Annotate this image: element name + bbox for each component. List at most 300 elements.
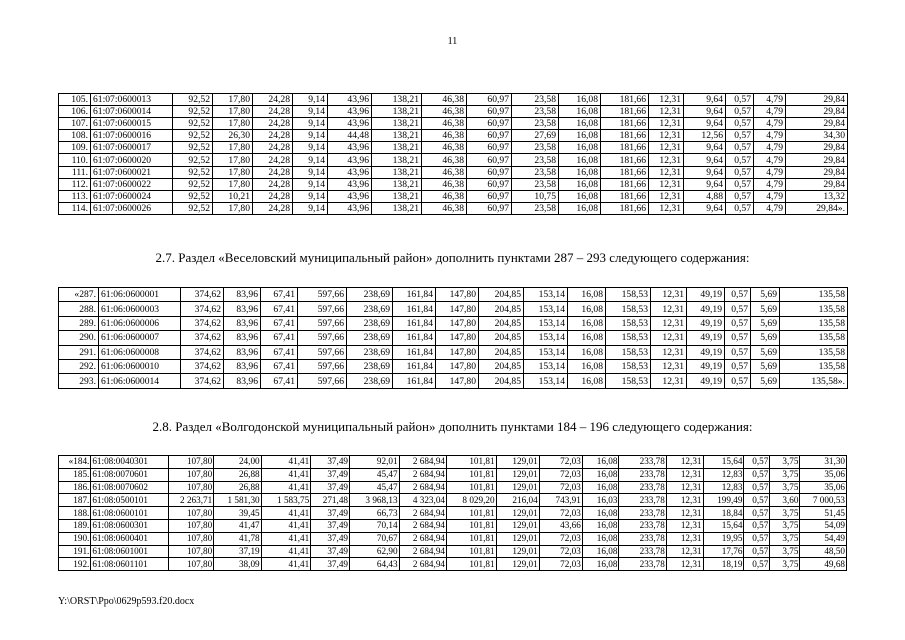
value-cell: 238,69 [347, 374, 393, 388]
row-number-cell: 288. [59, 302, 99, 316]
value-cell: 107,80 [168, 507, 213, 520]
value-cell: 83,96 [224, 374, 261, 388]
value-cell: 16,08 [568, 316, 606, 330]
value-cell: 41,78 [214, 532, 261, 545]
value-cell: 161,84 [393, 345, 436, 359]
value-cell: 29,84 [786, 118, 848, 130]
value-cell: 9,14 [293, 94, 328, 106]
value-cell: 37,49 [311, 532, 350, 545]
value-cell: 374,62 [181, 302, 224, 316]
value-cell: 16,08 [559, 106, 601, 118]
value-cell: 12,31 [666, 519, 703, 532]
row-number-cell: 191. [59, 545, 91, 558]
value-cell: 135,58 [780, 302, 848, 316]
value-cell: 158,53 [606, 345, 651, 359]
cadastral-number-cell: 61:08:0040301 [91, 456, 169, 469]
value-cell: 46,38 [422, 130, 467, 142]
value-cell: 92,52 [173, 130, 213, 142]
value-cell: 43,96 [328, 94, 372, 106]
value-cell: 107,80 [168, 456, 213, 469]
value-cell: 107,80 [168, 519, 213, 532]
value-cell: 12,31 [649, 190, 684, 202]
value-cell: 60,97 [467, 94, 512, 106]
value-cell: 29,84 [786, 106, 848, 118]
value-cell: 147,80 [436, 288, 479, 302]
value-cell: 147,80 [436, 345, 479, 359]
value-cell: 17,80 [213, 142, 253, 154]
value-cell: 12,31 [666, 468, 703, 481]
value-cell: 43,96 [328, 154, 372, 166]
value-cell: 46,38 [422, 202, 467, 214]
value-cell: 3,75 [770, 507, 800, 520]
value-cell: 16,08 [568, 359, 606, 373]
value-cell: 27,69 [512, 130, 559, 142]
value-cell: 0,57 [726, 154, 754, 166]
value-cell: 147,80 [436, 302, 479, 316]
row-number-cell: 186. [59, 481, 91, 494]
value-cell: 12,31 [651, 288, 687, 302]
value-cell: 9,64 [684, 178, 726, 190]
table-row [59, 558, 847, 571]
table-row [59, 202, 848, 214]
value-cell: 16,08 [568, 345, 606, 359]
data-table-3 [58, 455, 847, 571]
value-cell: 0,57 [726, 202, 754, 214]
value-cell: 597,66 [298, 345, 347, 359]
value-cell: 12,31 [649, 118, 684, 130]
value-cell: 92,52 [173, 142, 213, 154]
table-row [59, 316, 848, 330]
value-cell: 0,57 [726, 130, 754, 142]
value-cell: 67,41 [261, 345, 298, 359]
value-cell: 41,41 [261, 532, 311, 545]
value-cell: 9,14 [293, 154, 328, 166]
value-cell: 23,58 [512, 142, 559, 154]
value-cell: 12,31 [651, 345, 687, 359]
value-cell: 597,66 [298, 302, 347, 316]
value-cell: 17,80 [213, 202, 253, 214]
value-cell: 23,58 [512, 106, 559, 118]
value-cell: 5,69 [751, 374, 780, 388]
value-cell: 181,66 [601, 190, 649, 202]
value-cell: 16,08 [582, 519, 619, 532]
value-cell: 41,41 [261, 545, 311, 558]
value-cell: 37,49 [311, 468, 350, 481]
value-cell: 138,21 [372, 142, 422, 154]
value-cell: 38,09 [214, 558, 261, 571]
value-cell: 374,62 [181, 316, 224, 330]
value-cell: 92,52 [173, 154, 213, 166]
value-cell: 23,58 [512, 94, 559, 106]
value-cell: 0,57 [725, 302, 751, 316]
value-cell: 138,21 [372, 154, 422, 166]
value-cell: 153,14 [524, 374, 568, 388]
value-cell: 129,01 [496, 456, 539, 469]
value-cell: 158,53 [606, 331, 651, 345]
value-cell: 107,80 [168, 481, 213, 494]
value-cell: 23,58 [512, 178, 559, 190]
table-row [59, 545, 847, 558]
value-cell: 16,08 [559, 154, 601, 166]
value-cell: 49,19 [687, 331, 725, 345]
value-cell: 238,69 [347, 331, 393, 345]
value-cell: 129,01 [496, 468, 539, 481]
value-cell: 2 263,71 [168, 494, 213, 507]
value-cell: 101,81 [447, 545, 497, 558]
value-cell: 18,84 [703, 507, 744, 520]
value-cell: 16,08 [582, 558, 619, 571]
value-cell: 60,97 [467, 118, 512, 130]
value-cell: 26,88 [214, 481, 261, 494]
row-number-cell: 291. [59, 345, 99, 359]
value-cell: 158,53 [606, 302, 651, 316]
value-cell: 0,57 [725, 316, 751, 330]
value-cell: 43,96 [328, 118, 372, 130]
value-cell: 16,08 [582, 456, 619, 469]
value-cell: 67,41 [261, 359, 298, 373]
value-cell: 67,41 [261, 302, 298, 316]
table-row [59, 302, 848, 316]
value-cell: 158,53 [606, 316, 651, 330]
cadastral-number-cell: 61:06:0600003 [99, 302, 181, 316]
value-cell: 238,69 [347, 302, 393, 316]
value-cell: 9,64 [684, 154, 726, 166]
value-cell: 12,56 [684, 130, 726, 142]
value-cell: 83,96 [224, 302, 261, 316]
value-cell: 23,58 [512, 154, 559, 166]
value-cell: 16,08 [568, 302, 606, 316]
value-cell: 45,47 [350, 468, 400, 481]
value-cell: 161,84 [393, 374, 436, 388]
value-cell: 158,53 [606, 359, 651, 373]
value-cell: 24,28 [253, 154, 293, 166]
value-cell: 39,45 [214, 507, 261, 520]
value-cell: 3,75 [770, 545, 800, 558]
value-cell: 5,69 [751, 331, 780, 345]
value-cell: 1 583,75 [261, 494, 311, 507]
value-cell: 54,49 [800, 532, 847, 545]
value-cell: 135,58 [780, 359, 848, 373]
value-cell: 147,80 [436, 359, 479, 373]
cadastral-number-cell: 61:08:0070601 [91, 468, 169, 481]
cadastral-number-cell: 61:07:0600021 [91, 166, 173, 178]
value-cell: 0,57 [744, 468, 770, 481]
value-cell: 0,57 [726, 94, 754, 106]
value-cell: 0,57 [725, 359, 751, 373]
value-cell: 17,76 [703, 545, 744, 558]
value-cell: 0,57 [744, 558, 770, 571]
value-cell: 24,28 [253, 106, 293, 118]
value-cell: 9,64 [684, 118, 726, 130]
value-cell: 129,01 [496, 532, 539, 545]
value-cell: 181,66 [601, 178, 649, 190]
value-cell: 238,69 [347, 288, 393, 302]
value-cell: 19,95 [703, 532, 744, 545]
value-cell: 37,49 [311, 519, 350, 532]
value-cell: 4,79 [754, 106, 786, 118]
value-cell: 233,78 [619, 468, 666, 481]
value-cell: 4,79 [754, 202, 786, 214]
value-cell: 597,66 [298, 331, 347, 345]
value-cell: 0,57 [726, 142, 754, 154]
value-cell: 46,38 [422, 106, 467, 118]
value-cell: 41,47 [214, 519, 261, 532]
row-number-cell: 106. [59, 106, 91, 118]
row-number-cell: 192. [59, 558, 91, 571]
value-cell: 3,75 [770, 558, 800, 571]
value-cell: 2 684,94 [399, 532, 446, 545]
value-cell: 9,14 [293, 190, 328, 202]
value-cell: 29,84 [786, 166, 848, 178]
value-cell: 12,31 [649, 130, 684, 142]
table-row [59, 468, 847, 481]
value-cell: 29,84 [786, 142, 848, 154]
value-cell: 135,58 [780, 316, 848, 330]
value-cell: 92,52 [173, 178, 213, 190]
table-row [59, 142, 848, 154]
value-cell: 12,31 [651, 374, 687, 388]
value-cell: 12,31 [649, 178, 684, 190]
row-number-cell: 108. [59, 130, 91, 142]
table-row [59, 374, 848, 388]
value-cell: 9,64 [684, 166, 726, 178]
value-cell: 46,38 [422, 142, 467, 154]
cadastral-number-cell: 61:07:0600013 [91, 94, 173, 106]
row-number-cell: 112. [59, 178, 91, 190]
cadastral-number-cell: 61:07:0600015 [91, 118, 173, 130]
value-cell: 26,88 [214, 468, 261, 481]
value-cell: 153,14 [524, 302, 568, 316]
row-number-cell: 107. [59, 118, 91, 130]
value-cell: 92,52 [173, 202, 213, 214]
value-cell: 0,57 [725, 331, 751, 345]
value-cell: 0,57 [744, 481, 770, 494]
value-cell: 46,38 [422, 94, 467, 106]
cadastral-number-cell: 61:07:0600026 [91, 202, 173, 214]
value-cell: 199,49 [703, 494, 744, 507]
value-cell: 129,01 [496, 507, 539, 520]
value-cell: 8 029,20 [447, 494, 497, 507]
value-cell: 12,31 [649, 106, 684, 118]
value-cell: 5,69 [751, 359, 780, 373]
value-cell: 204,85 [479, 359, 524, 373]
table-row [59, 359, 848, 373]
value-cell: 147,80 [436, 316, 479, 330]
section-paragraph-2-7: 2.7. Раздел «Веселовский муниципальный район» дополнить пунктами 287 – 293 следующего содержания: [155, 250, 750, 265]
value-cell: 49,19 [687, 288, 725, 302]
value-cell: 83,96 [224, 331, 261, 345]
cadastral-number-cell: 61:07:0600014 [91, 106, 173, 118]
row-number-cell: 290. [59, 331, 99, 345]
value-cell: 233,78 [619, 494, 666, 507]
value-cell: 23,58 [512, 118, 559, 130]
cadastral-number-cell: 61:07:0600022 [91, 178, 173, 190]
value-cell: 135,58 [780, 331, 848, 345]
value-cell: 16,08 [559, 118, 601, 130]
value-cell: 43,96 [328, 106, 372, 118]
value-cell: 4,79 [754, 166, 786, 178]
value-cell: 2 684,94 [399, 468, 446, 481]
value-cell: 0,57 [726, 190, 754, 202]
value-cell: 23,58 [512, 202, 559, 214]
value-cell: 107,80 [168, 532, 213, 545]
value-cell: 0,57 [744, 507, 770, 520]
value-cell: 9,64 [684, 202, 726, 214]
cadastral-number-cell: 61:07:0600024 [91, 190, 173, 202]
cadastral-number-cell: 61:07:0600017 [91, 142, 173, 154]
value-cell: 5,69 [751, 302, 780, 316]
value-cell: 16,03 [582, 494, 619, 507]
value-cell: 16,08 [559, 190, 601, 202]
cadastral-number-cell: 61:07:0600020 [91, 154, 173, 166]
value-cell: 9,14 [293, 118, 328, 130]
value-cell: 83,96 [224, 359, 261, 373]
value-cell: 3,75 [770, 532, 800, 545]
cadastral-number-cell: 61:08:0601101 [91, 558, 169, 571]
value-cell: 43,96 [328, 142, 372, 154]
value-cell: 43,96 [328, 178, 372, 190]
value-cell: 41,41 [261, 468, 311, 481]
row-number-cell: «287. [59, 288, 99, 302]
value-cell: 37,49 [311, 456, 350, 469]
value-cell: 181,66 [601, 154, 649, 166]
value-cell: 29,84 [786, 178, 848, 190]
value-cell: 24,00 [214, 456, 261, 469]
value-cell: 3 968,13 [350, 494, 400, 507]
value-cell: 3,75 [770, 468, 800, 481]
value-cell: 16,08 [582, 468, 619, 481]
value-cell: 0,57 [726, 118, 754, 130]
cadastral-number-cell: 61:06:0600001 [99, 288, 181, 302]
value-cell: 49,19 [687, 316, 725, 330]
value-cell: 72,03 [539, 481, 582, 494]
value-cell: 12,31 [666, 494, 703, 507]
table-row [59, 345, 848, 359]
value-cell: 238,69 [347, 359, 393, 373]
value-cell: 34,30 [786, 130, 848, 142]
value-cell: 16,08 [559, 142, 601, 154]
value-cell: 107,80 [168, 558, 213, 571]
value-cell: 60,97 [467, 202, 512, 214]
value-cell: 233,78 [619, 532, 666, 545]
cadastral-number-cell: 61:08:0600101 [91, 507, 169, 520]
row-number-cell: 114. [59, 202, 91, 214]
table-row [59, 331, 848, 345]
value-cell: 204,85 [479, 345, 524, 359]
value-cell: 18,19 [703, 558, 744, 571]
table-row [59, 532, 847, 545]
value-cell: 135,58». [780, 374, 848, 388]
value-cell: 101,81 [447, 519, 497, 532]
value-cell: 2 684,94 [399, 481, 446, 494]
cadastral-number-cell: 61:06:0600007 [99, 331, 181, 345]
value-cell: 181,66 [601, 142, 649, 154]
value-cell: 153,14 [524, 331, 568, 345]
value-cell: 46,38 [422, 166, 467, 178]
value-cell: 204,85 [479, 316, 524, 330]
row-number-cell: 188. [59, 507, 91, 520]
value-cell: 5,69 [751, 345, 780, 359]
value-cell: 49,19 [687, 345, 725, 359]
value-cell: 238,69 [347, 316, 393, 330]
value-cell: 12,31 [666, 532, 703, 545]
value-cell: 16,08 [559, 130, 601, 142]
value-cell: 204,85 [479, 374, 524, 388]
value-cell: 60,97 [467, 142, 512, 154]
value-cell: 9,64 [684, 106, 726, 118]
value-cell: 101,81 [447, 456, 497, 469]
file-path-footer: Y:\ORST\Ppo\0629p593.f20.docx [58, 596, 195, 607]
value-cell: 181,66 [601, 202, 649, 214]
value-cell: 16,08 [568, 374, 606, 388]
value-cell: 138,21 [372, 106, 422, 118]
value-cell: 60,97 [467, 130, 512, 142]
value-cell: 92,52 [173, 106, 213, 118]
value-cell: 72,03 [539, 456, 582, 469]
value-cell: 51,45 [800, 507, 847, 520]
row-number-cell: 289. [59, 316, 99, 330]
value-cell: 24,28 [253, 94, 293, 106]
table-row [59, 130, 848, 142]
value-cell: 70,14 [350, 519, 400, 532]
row-number-cell: 292. [59, 359, 99, 373]
value-cell: 16,08 [582, 545, 619, 558]
value-cell: 2 684,94 [399, 558, 446, 571]
value-cell: 12,31 [666, 481, 703, 494]
value-cell: 0,57 [725, 288, 751, 302]
value-cell: 181,66 [601, 118, 649, 130]
table-row [59, 154, 848, 166]
value-cell: 12,31 [651, 302, 687, 316]
value-cell: 54,09 [800, 519, 847, 532]
value-cell: 12,31 [666, 545, 703, 558]
value-cell: 37,49 [311, 545, 350, 558]
cadastral-number-cell: 61:08:0601001 [91, 545, 169, 558]
value-cell: 16,08 [582, 481, 619, 494]
value-cell: 5,69 [751, 316, 780, 330]
value-cell: 233,78 [619, 545, 666, 558]
value-cell: 72,03 [539, 507, 582, 520]
value-cell: 35,06 [800, 481, 847, 494]
row-number-cell: 189. [59, 519, 91, 532]
value-cell: 15,64 [703, 456, 744, 469]
value-cell: 16,08 [559, 178, 601, 190]
value-cell: 374,62 [181, 374, 224, 388]
cadastral-number-cell: 61:08:0070602 [91, 481, 169, 494]
value-cell: 12,83 [703, 468, 744, 481]
value-cell: 0,57 [726, 166, 754, 178]
value-cell: 2 684,94 [399, 456, 446, 469]
value-cell: 92,52 [173, 190, 213, 202]
data-table-1 [58, 93, 848, 215]
value-cell: 67,41 [261, 288, 298, 302]
value-cell: 0,57 [744, 519, 770, 532]
row-number-cell: 187. [59, 494, 91, 507]
value-cell: 16,08 [568, 331, 606, 345]
value-cell: 9,14 [293, 106, 328, 118]
row-number-cell: 113. [59, 190, 91, 202]
value-cell: 3,60 [770, 494, 800, 507]
value-cell: 101,81 [447, 558, 497, 571]
value-cell: 158,53 [606, 288, 651, 302]
value-cell: 67,41 [261, 374, 298, 388]
value-cell: 37,49 [311, 558, 350, 571]
value-cell: 129,01 [496, 481, 539, 494]
row-number-cell: 111. [59, 166, 91, 178]
value-cell: 24,28 [253, 202, 293, 214]
value-cell: 24,28 [253, 142, 293, 154]
value-cell: 135,58 [780, 345, 848, 359]
